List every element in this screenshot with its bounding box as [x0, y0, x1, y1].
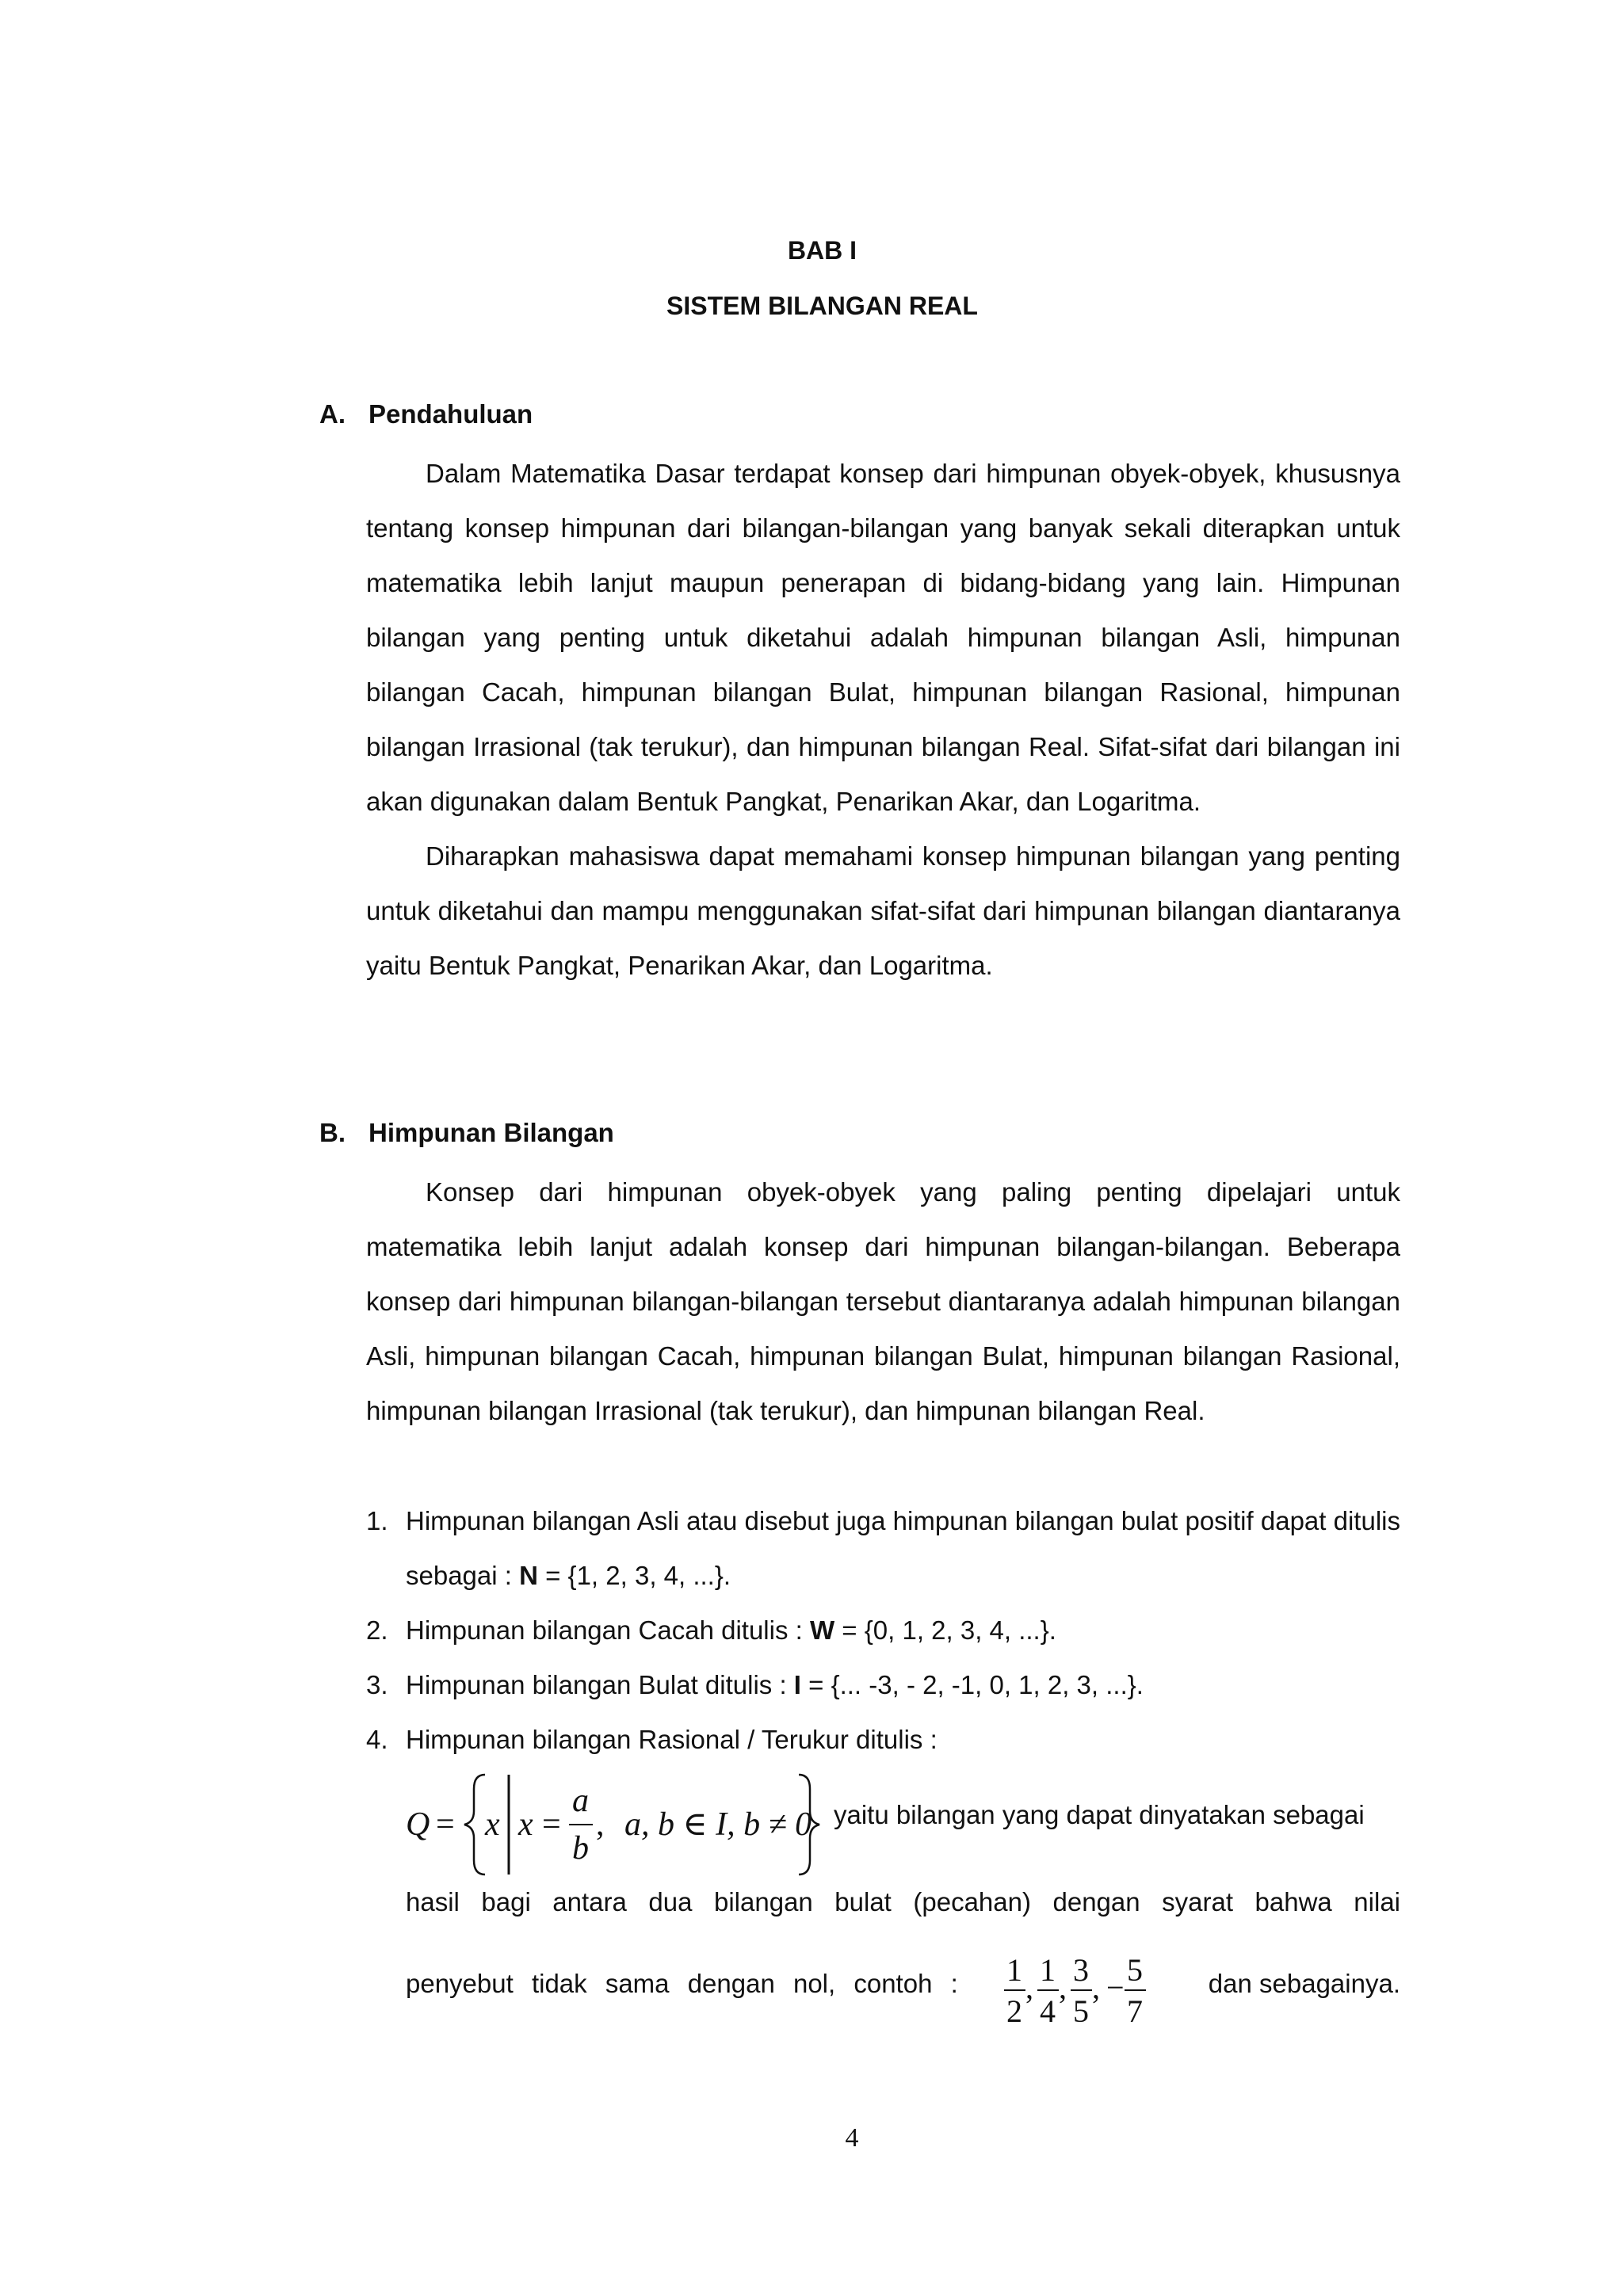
fraction-denominator: 7: [1127, 1993, 1143, 2029]
example-tail: dan sebagainya.: [1208, 1969, 1400, 1998]
section-a-heading: [319, 399, 533, 429]
fraction-sign: −: [1106, 1970, 1125, 2005]
section-b-paragraph-1: Konsep dari himpunan obyek-obyek yang paling penting dipelajari untuk matematika lebih lanjut adalah konsep dari himpunan bilangan-bilangan. Beberapa konsep dari himpunan bilangan-bilangan tersebut diantaranya adalah himpunan bilangan Asli, himpunan bilangan Cacah, himpunan bilangan Bulat, himpunan bilangan Rasional, himpunan bilangan Irrasional (tak terukur), dan himpunan bilangan Real.: [366, 1177, 1400, 1425]
section-a-paragraph-1: Dalam Matematika Dasar terdapat konsep dari himpunan obyek-obyek, khususnya tentang konsep himpunan dari bilangan-bilangan yang banyak sekali diterapkan untuk matematika lebih lanjut maupun penerapan di bidang-bidang yang lain. Himpunan bilangan yang penting untuk diketahui adalah himpunan bilangan Asli, himpunan bilangan Cacah, himpunan bilangan Bulat, himpunan bilangan Rasional, himpunan bilangan Irrasional (tak terukur), dan himpunan bilangan Real. Sifat-sifat dari bilangan ini akan digunakan dalam Bentuk Pangkat, Penarikan Akar, dan Logaritma.: [366, 459, 1400, 816]
list-item: [366, 1657, 1400, 1712]
list-item: [366, 1712, 1400, 1767]
set-symbol: W: [809, 1615, 835, 1645]
comma: ,: [596, 1806, 605, 1843]
variable-x-2: x: [518, 1806, 533, 1843]
set-symbol: I: [793, 1670, 801, 1699]
example-fractions: [1000, 1949, 1174, 2040]
fraction-comma: ,: [1092, 1970, 1100, 2005]
number-set-list: [366, 1493, 1400, 1767]
list-item-text: Himpunan bilangan Bulat ditulis :: [406, 1670, 794, 1699]
fraction-numerator: 3: [1073, 1952, 1089, 1988]
list-item-number: 3.: [366, 1670, 388, 1699]
fraction-denominator: 2: [1006, 1993, 1022, 2029]
fraction-denominator: 4: [1040, 1993, 1056, 2029]
section-a-body: [366, 446, 1400, 993]
rational-description: yaitu bilangan yang dapat dinyatakan sebagai: [834, 1800, 1365, 1829]
rational-set-definition: [406, 1765, 1400, 1884]
fraction-denominator: 5: [1073, 1993, 1089, 2029]
fraction-comma: ,: [1059, 1970, 1067, 2005]
list-item-number: 2.: [366, 1615, 388, 1645]
section-b-title: Himpunan Bilangan: [369, 1118, 614, 1147]
set-symbol: N: [519, 1561, 538, 1590]
condition: a, b ∈ I, b ≠ 0: [624, 1806, 812, 1843]
section-a-title: Pendahuluan: [369, 399, 533, 429]
list-item-text: Himpunan bilangan Cacah ditulis :: [406, 1615, 810, 1645]
list-item-number: 4.: [366, 1725, 388, 1754]
fraction-numerator: 1: [1006, 1952, 1022, 1988]
section-b-letter: B.: [319, 1118, 346, 1147]
list-item: [366, 1603, 1400, 1657]
denominator-b: b: [572, 1830, 589, 1867]
section-a-letter: A.: [319, 399, 346, 429]
section-b-body: [366, 1165, 1400, 1438]
chapter-title: SISTEM BILANGAN REAL: [666, 292, 978, 320]
variable-x: x: [485, 1806, 500, 1843]
fraction-numerator: 1: [1040, 1952, 1056, 1988]
equals-sign-2: =: [542, 1806, 561, 1843]
fraction-comma: ,: [1025, 1970, 1033, 2005]
fraction-numerator: 5: [1127, 1952, 1143, 1988]
set-builder-formula: [406, 1765, 826, 1884]
chapter-label: BAB I: [787, 236, 857, 265]
list-item: [366, 1493, 1400, 1603]
numerator-a: a: [572, 1783, 589, 1819]
rational-continuation: hasil bagi antara dua bilangan bulat (pecahan) dengan syarat bahwa nilai: [406, 1887, 1400, 1917]
list-item-text: Himpunan bilangan Asli atau disebut juga himpunan bilangan bulat positif dapat ditulis sebagai :: [406, 1506, 1400, 1590]
list-item-number: 1.: [366, 1506, 388, 1535]
set-listing: = {1, 2, 3, 4, ...}.: [537, 1561, 731, 1590]
left-brace: [464, 1775, 485, 1875]
set-listing: = {... -3, - 2, -1, 0, 1, 2, 3, ...}.: [800, 1670, 1144, 1699]
page-number: 4: [845, 2123, 859, 2153]
set-listing: = {0, 1, 2, 3, 4, ...}.: [834, 1615, 1056, 1645]
example-lead: penyebut tidak sama dengan nol, contoh :: [406, 1969, 958, 1998]
set-symbol-q: Q: [406, 1806, 430, 1843]
section-b-heading: [319, 1118, 614, 1148]
example-fractions-svg: [1000, 1949, 1174, 2036]
list-item-text: Himpunan bilangan Rasional / Terukur ditulis :: [406, 1725, 938, 1754]
equals-sign: =: [436, 1806, 455, 1843]
section-a-paragraph-2: Diharapkan mahasiswa dapat memahami konsep himpunan bilangan yang penting untuk diketahui dan mampu menggunakan sifat-sifat dari himpunan bilangan diantaranya yaitu Bentuk Pangkat, Penarikan Akar, dan Logaritma.: [366, 841, 1400, 980]
